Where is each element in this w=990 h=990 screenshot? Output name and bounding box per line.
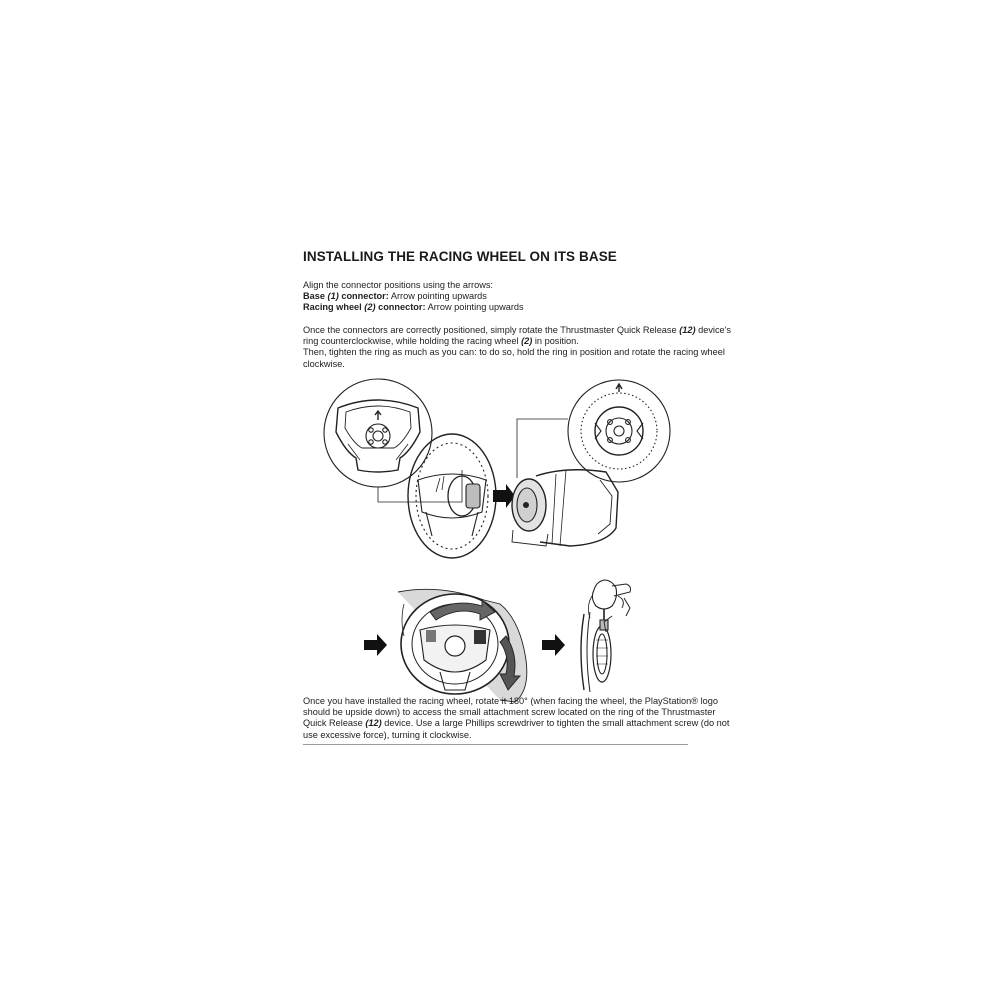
final-line-3-tail: device. Use a large Phillips screwdriver to tighten the small attachment screw (do not xyxy=(384,718,730,729)
screwdriver-tightening-illustration xyxy=(581,580,631,692)
final-quick-release-ref: (12) xyxy=(365,718,382,729)
racing-wheel-ref: (2) xyxy=(521,336,533,347)
wheel-label: Racing wheel xyxy=(303,302,362,313)
quick-release-ref: (12) xyxy=(679,325,696,335)
wheel-rotation-illustration xyxy=(398,589,527,702)
bottom-divider xyxy=(303,744,688,745)
step-arrow-left-icon xyxy=(364,634,387,656)
base-ref: (1) xyxy=(327,291,339,302)
final-line-3 xyxy=(303,718,730,729)
wheel-connector-text: Arrow pointing upwards xyxy=(427,302,524,313)
final-instructions xyxy=(303,696,730,741)
final-line-1: Once you have installed the racing wheel, rotate it 180° (when facing the wheel, the PlayStation® logo xyxy=(303,696,718,706)
wheel-back-detail-illustration xyxy=(324,379,462,502)
base-connector-text: Arrow pointing upwards xyxy=(390,291,487,302)
final-line-2: should be upside down) to access the small attachment screw located on the ring of the Thrustmaster xyxy=(303,707,716,718)
alignment-intro: Align the connector positions using the arrows: xyxy=(303,280,493,290)
rotate-line-2-text: ring counterclockwise, while holding the racing wheel xyxy=(303,336,519,347)
rotate-line-3: Then, tighten the ring as much as you can: to do so, hold the ring in position and rotate the racing wheel xyxy=(303,347,725,358)
rotate-line-4: clockwise. xyxy=(303,358,345,369)
rotate-line-2-tail: in position. xyxy=(534,336,579,347)
base-label: Base xyxy=(303,291,325,302)
final-line-4: use excessive force), turning it clockwise. xyxy=(303,729,472,740)
section-title: INSTALLING THE RACING WHEEL ON ITS BASE xyxy=(303,249,617,264)
wheel-base-illustration xyxy=(512,470,618,546)
base-connector-detail-illustration xyxy=(517,380,670,482)
rotate-line-1-text: Once the connectors are correctly positioned, simply rotate the Thrustmaster Quick Release xyxy=(303,325,677,335)
racing-wheel-illustration xyxy=(408,434,496,558)
rotate-line-1-tail: device's xyxy=(698,325,731,335)
wheel-ref: (2) xyxy=(364,302,376,313)
step-arrow-right-icon xyxy=(542,634,565,656)
final-line-3-text: Quick Release xyxy=(303,718,363,729)
base-connector-label: connector: xyxy=(341,291,389,302)
wheel-connector-label: connector: xyxy=(378,302,426,313)
